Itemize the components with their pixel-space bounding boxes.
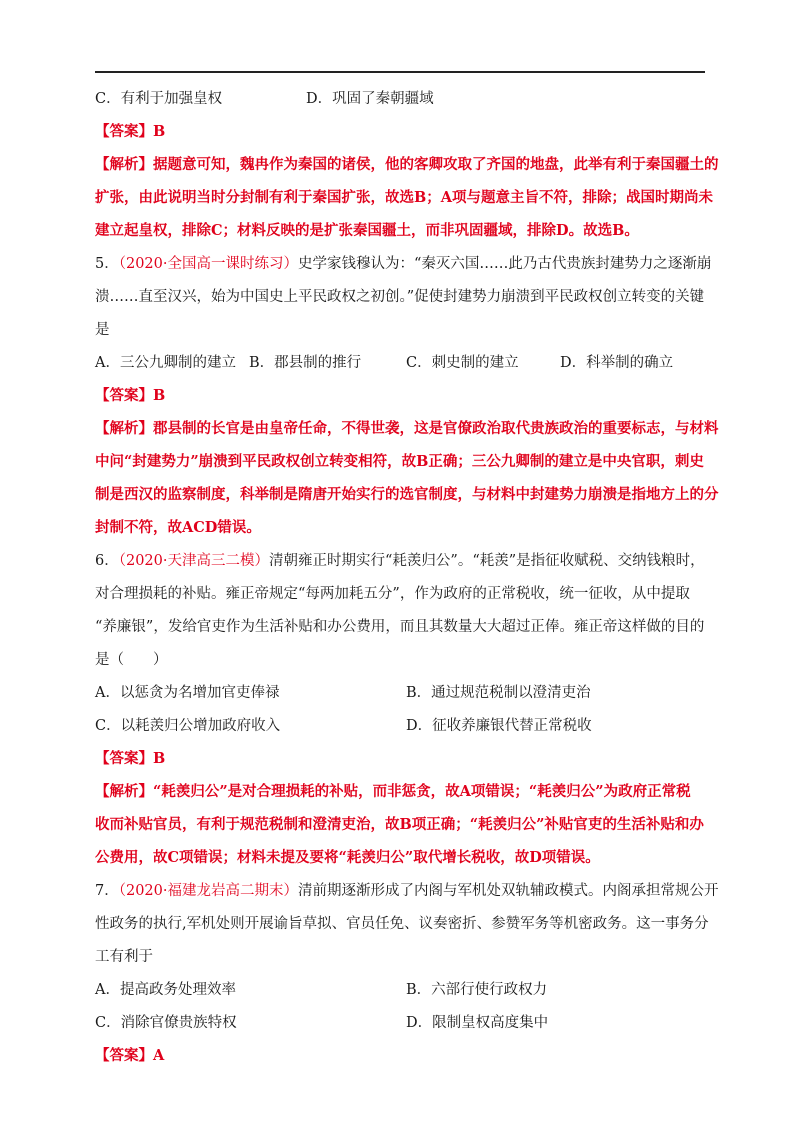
q5-answer	[95, 385, 710, 407]
q7-stem-line-1: 7．（2020·福建龙岩高二期末）清前期逐渐形成了内阁与军机处双轨辅政模式。内阁承担常规公开	[95, 883, 719, 899]
q6-analysis-line-2: 收而补贴官员，有利于规范税制和澄清吏治，故B项正确；“耗羡归公”补贴官吏的生活补贴和办	[95, 816, 704, 833]
q6-option-b: B．通过规范税制以澄清吏治	[406, 685, 591, 701]
header-rule	[95, 71, 705, 73]
q5-stem-line-1: 5．（2020·全国高一课时练习）史学家钱穆认为：“秦灭六国……此乃古代贵族封建势力之逐渐崩	[95, 256, 712, 272]
answer-label: 【答案】	[95, 387, 153, 404]
q4-option-c: C．有利于加强皇权	[95, 91, 223, 107]
q7-options-row-2	[95, 1012, 710, 1034]
q5-option-c: C．刺史制的建立	[406, 355, 519, 371]
q4-option-d: D．巩固了秦朝疆域	[306, 91, 434, 107]
q5-option-d: D．科举制的确立	[560, 355, 674, 371]
q6-options-row-1	[95, 682, 710, 704]
q6-stem-line-1: 6．（2020·天津高三二模）清朝雍正时期实行“耗羡归公”。“耗羡”是指征收赋税、交纳钱粮时，	[95, 553, 705, 569]
document-body	[95, 88, 719, 1067]
q5-analysis-line-1: 【解析】郡县制的长官是由皇帝任命，不得世袭，这是官僚政治取代贵族政治的重要标志，与材料	[95, 420, 719, 437]
q7-options-row-1	[95, 979, 710, 1001]
q5-stem-line-3: 是	[95, 322, 110, 338]
q4-answer	[95, 121, 710, 143]
q5-option-b: B．郡县制的推行	[249, 355, 362, 371]
answer-value: B	[153, 750, 166, 767]
q7-stem-line-3: 工有利于	[95, 949, 153, 965]
answer-label: 【答案】	[95, 1047, 153, 1064]
answer-label: 【答案】	[95, 750, 153, 767]
q6-answer	[95, 748, 710, 770]
analysis-label: 【解析】	[95, 783, 153, 800]
q7-option-b: B．六部行使行政权力	[406, 982, 548, 998]
answer-value: B	[153, 123, 166, 140]
q5-analysis-line-4: 封制不符，故ACD错误。	[95, 519, 261, 536]
q5-analysis-line-3: 制是西汉的监察制度，科举制是隋唐开始实行的选官制度，与材料中封建势力崩溃是指地方上的分	[95, 486, 719, 503]
answer-value: B	[153, 387, 166, 404]
q4-options-row	[95, 88, 710, 110]
q7-option-a: A．提高政务处理效率	[95, 982, 236, 998]
q5-analysis-line-2: 中问“封建势力”崩溃到平民政权创立转变相符，故B正确；三公九卿制的建立是中央官职，刺史	[95, 453, 704, 470]
analysis-label: 【解析】	[95, 420, 153, 437]
q6-option-a: A．以惩贪为名增加官吏俸禄	[95, 685, 280, 701]
q7-option-d: D．限制皇权高度集中	[406, 1015, 549, 1031]
q4-analysis-line-1: 【解析】据题意可知，魏冉作为秦国的诸侯，他的客卿攻取了齐国的地盘，此举有利于秦国疆土的	[95, 156, 719, 173]
question-number: 6．	[95, 553, 119, 569]
q6-stem-line-3: “养廉银”，发给官吏作为生活补贴和办公费用，而且其数量大大超过正俸。雍正帝这样做的目的	[95, 619, 705, 635]
answer-value: A	[153, 1047, 165, 1064]
q7-stem-line-2: 性政务的执行,军机处则开展谕旨草拟、官员任免、议奏密折、参赞军务等机密政务。这一事务分	[95, 916, 709, 932]
question-number: 7．	[95, 883, 119, 899]
analysis-label: 【解析】	[95, 156, 153, 173]
q4-analysis-line-3: 建立起皇权，排除C；材料反映的是扩张秦国疆土，而非巩固疆域，排除D。故选B。	[95, 222, 639, 239]
q5-option-a: A．三公九卿制的建立	[95, 355, 236, 371]
q5-options-row	[95, 352, 710, 374]
q6-options-row-2	[95, 715, 710, 737]
q7-option-c: C．消除官僚贵族特权	[95, 1015, 237, 1031]
q5-stem-line-2: 溃……直至汉兴，始为中国史上平民政权之初创。”促使封建势力崩溃到平民政权创立转变的关键	[95, 289, 705, 305]
q6-stem-line-2: 对合理损耗的补贴。雍正帝规定“每两加耗五分”，作为政府的正常税收，统一征收，从中提取	[95, 586, 690, 602]
q6-stem-line-4: 是（ ）	[95, 652, 168, 668]
question-source: （2020·天津高三二模）	[118, 553, 269, 569]
question-source: （2020·福建龙岩高二期末）	[118, 883, 298, 899]
q6-option-d: D．征收养廉银代替正常税收	[406, 718, 592, 734]
answer-label: 【答案】	[95, 123, 153, 140]
q6-analysis-line-1: 【解析】“耗羡归公”是对合理损耗的补贴，而非惩贪，故A项错误；“耗羡归公”为政府正常税	[95, 783, 691, 800]
q6-option-c: C．以耗羡归公增加政府收入	[95, 718, 281, 734]
q6-analysis-line-3: 公费用，故C项错误；材料未提及要将“耗羡归公”取代增长税收，故D项错误。	[95, 849, 600, 866]
question-number: 5．	[95, 256, 119, 272]
q4-analysis-line-2: 扩张，由此说明当时分封制有利于秦国扩张，故选B；A项与题意主旨不符，排除；战国时期尚未	[95, 189, 714, 206]
question-source: （2020·全国高一课时练习）	[118, 256, 298, 272]
q7-answer	[95, 1045, 710, 1067]
